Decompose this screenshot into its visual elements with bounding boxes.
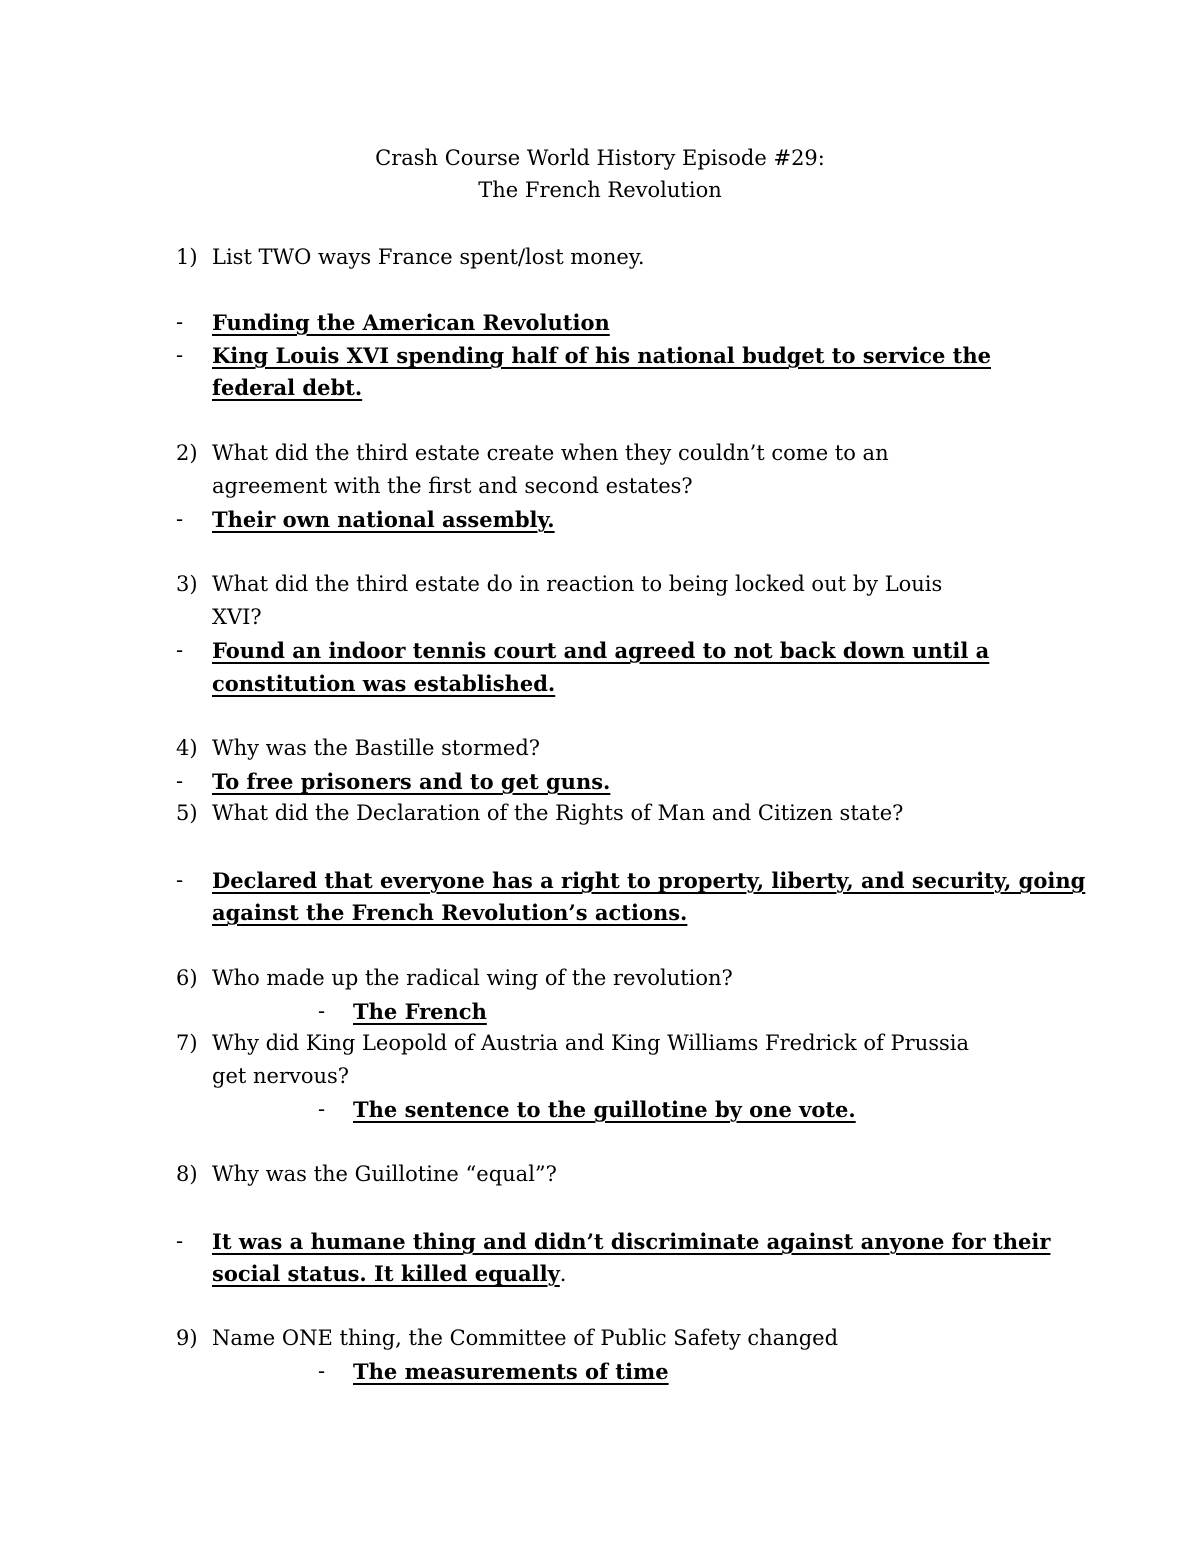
question-number: 8) xyxy=(176,1162,198,1186)
answer-text: King Louis XVI spending half of his national budget to service the xyxy=(212,343,991,368)
answer-text: Declared that everyone has a right to property, liberty, and security, going xyxy=(212,868,1086,893)
question-text: List TWO ways France spent/lost money. xyxy=(212,245,645,269)
bullet-dash: - xyxy=(176,868,184,892)
question-number: 2) xyxy=(176,441,198,465)
answer-text-wrapper xyxy=(212,1261,566,1286)
answer-text: The sentence to the guillotine by one vote. xyxy=(353,1097,856,1122)
question-number: 3) xyxy=(176,572,198,596)
answer-period: . xyxy=(559,1262,567,1286)
question-text: Why was the Guillotine “equal”? xyxy=(212,1162,557,1186)
question-text: What did the third estate do in reaction to being locked out by Louis xyxy=(212,572,943,596)
bullet-dash: - xyxy=(176,769,184,793)
question-text: Who made up the radical wing of the revolution? xyxy=(212,966,733,990)
bullet-dash: - xyxy=(176,507,184,531)
question-text: XVI? xyxy=(212,605,262,629)
bullet-dash: - xyxy=(176,638,184,662)
question-text: Why was the Bastille stormed? xyxy=(212,736,541,760)
bullet-dash: - xyxy=(318,999,326,1023)
answer-text: Their own national assembly. xyxy=(212,507,555,532)
answer-text: The measurements of time xyxy=(353,1359,669,1384)
question-number: 4) xyxy=(176,736,198,760)
bullet-dash: - xyxy=(318,1097,326,1121)
question-text: Name ONE thing, the Committee of Public Safety changed xyxy=(212,1326,839,1350)
question-number: 5) xyxy=(176,801,198,825)
question-text: get nervous? xyxy=(212,1064,350,1088)
answer-text: federal debt. xyxy=(212,375,363,400)
question-text: What did the third estate create when they couldn’t come to an xyxy=(212,441,889,465)
question-number: 9) xyxy=(176,1326,198,1350)
question-number: 7) xyxy=(176,1031,198,1055)
question-text: What did the Declaration of the Rights of Man and Citizen state? xyxy=(212,801,904,825)
bullet-dash: - xyxy=(176,343,184,367)
answer-text: To free prisoners and to get guns. xyxy=(212,769,611,794)
document-title: Crash Course World History Episode #29: xyxy=(375,146,825,170)
answer-text: It was a humane thing and didn’t discriminate against anyone for their xyxy=(212,1229,1051,1254)
question-number: 1) xyxy=(176,245,198,269)
bullet-dash: - xyxy=(176,310,184,334)
bullet-dash: - xyxy=(318,1359,326,1383)
question-number: 6) xyxy=(176,966,198,990)
answer-text: against the French Revolution’s actions. xyxy=(212,900,688,925)
answer-text: social status. It killed equally xyxy=(212,1261,560,1286)
question-text: Why did King Leopold of Austria and King Williams Fredrick of Prussia xyxy=(212,1031,970,1055)
bullet-dash: - xyxy=(176,1229,184,1253)
question-text: agreement with the first and second estates? xyxy=(212,474,693,498)
answer-text: Found an indoor tennis court and agreed to not back down until a xyxy=(212,638,990,663)
answer-text: constitution was established. xyxy=(212,671,556,696)
answer-text: The French xyxy=(353,999,487,1024)
answer-text: Funding the American Revolution xyxy=(212,310,610,335)
document-subtitle: The French Revolution xyxy=(478,178,722,202)
